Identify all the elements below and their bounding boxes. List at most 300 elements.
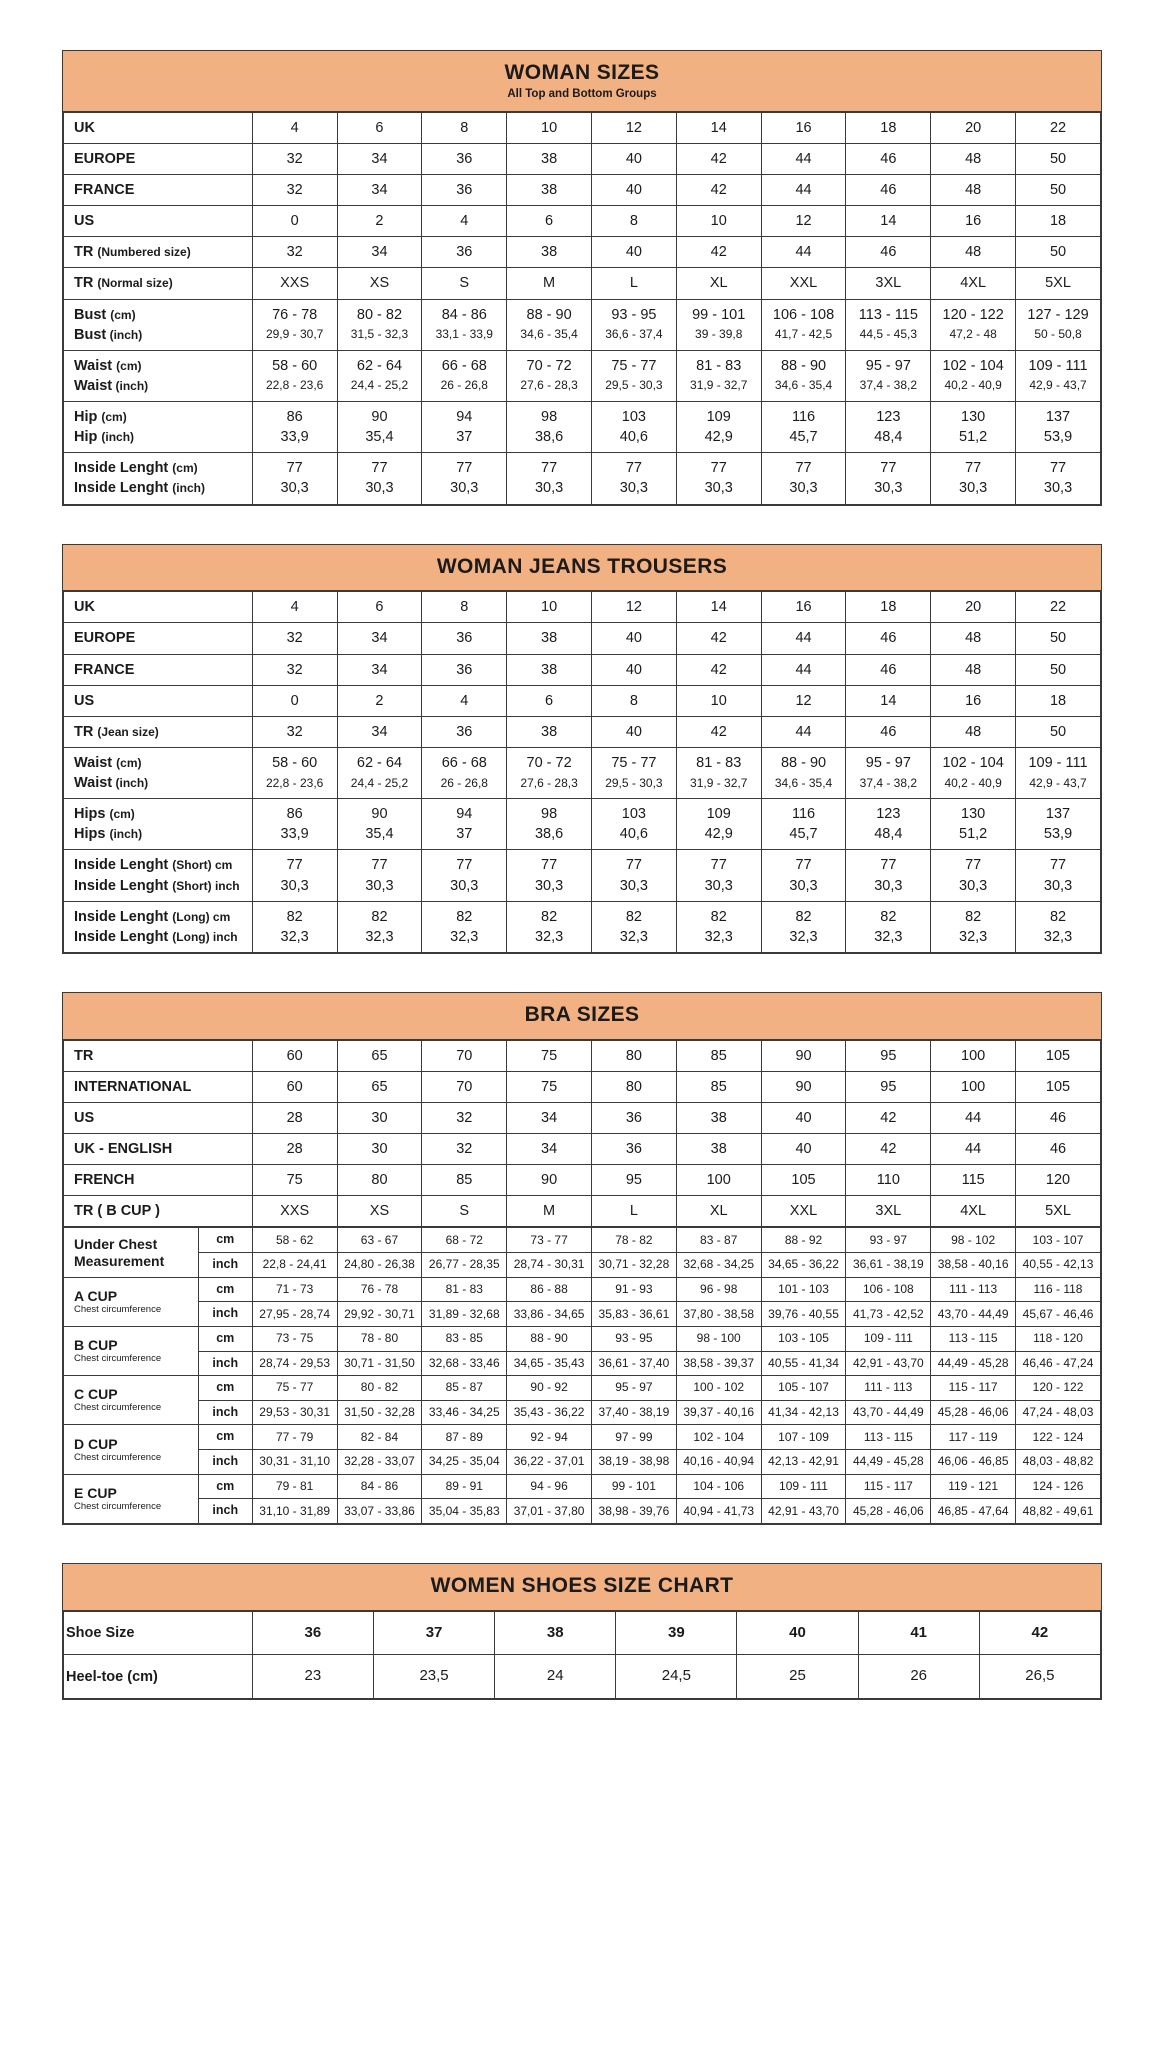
cell: 82 [761, 901, 846, 927]
cell: 70 [422, 1071, 507, 1102]
cell: 31,5 - 32,3 [337, 325, 422, 351]
table-row [64, 237, 1101, 268]
cell: 77 [1016, 850, 1101, 876]
cell: 30,3 [422, 478, 507, 504]
cell: 33,46 - 34,25 [422, 1400, 507, 1425]
table-row [64, 478, 1101, 504]
cell: 30,3 [507, 478, 592, 504]
row-label: UK [64, 592, 253, 623]
cell: 43,70 - 44,49 [846, 1400, 931, 1425]
cell: 23,5 [373, 1655, 494, 1699]
cell: 38 [676, 1102, 761, 1133]
cell: 81 - 83 [676, 747, 761, 773]
cell: 48 [931, 623, 1016, 654]
cell: 31,9 - 32,7 [676, 773, 761, 799]
cell: 78 - 82 [591, 1228, 676, 1253]
table-row [64, 175, 1101, 206]
cell: 103 - 107 [1016, 1228, 1101, 1253]
cell: 48 [931, 175, 1016, 206]
cell: 40 [591, 237, 676, 268]
woman-jeans-title-text: WOMAN JEANS TROUSERS [436, 554, 728, 578]
cell: 34 [337, 175, 422, 206]
cell: 98 [507, 799, 592, 825]
cell: 32,3 [507, 927, 592, 953]
table-row [64, 427, 1101, 453]
cell: 77 [846, 850, 931, 876]
cell: 24 [495, 1655, 616, 1699]
cell: 26 [858, 1655, 979, 1699]
cell: 77 - 79 [252, 1425, 337, 1450]
cell: 12 [591, 592, 676, 623]
cell: 98 - 100 [676, 1326, 761, 1351]
women-shoes-block [62, 1563, 1102, 1700]
table-row [64, 799, 1101, 825]
table-row [64, 1071, 1101, 1102]
cell: 39,37 - 40,16 [676, 1400, 761, 1425]
cell: 16 [761, 592, 846, 623]
cell: 29,5 - 30,3 [591, 773, 676, 799]
cell: 123 [846, 799, 931, 825]
cell: 40,55 - 41,34 [761, 1351, 846, 1376]
cell: 30,31 - 31,10 [252, 1450, 337, 1475]
row-label-unit: (inch) [109, 327, 143, 342]
cell: 48,4 [846, 427, 931, 453]
cell: 90 - 92 [507, 1376, 592, 1401]
cell: 50 - 50,8 [1016, 325, 1101, 351]
cell: 33,07 - 33,86 [337, 1499, 422, 1524]
cell: 4XL [931, 268, 1016, 299]
row-label-unit: (inch) [101, 430, 135, 445]
cell: XXL [761, 268, 846, 299]
row-label [64, 237, 253, 268]
cell: 10 [676, 206, 761, 237]
row-label-text: Inside Lenght [74, 460, 169, 477]
cell: 86 [252, 799, 337, 825]
row-label [64, 299, 253, 325]
row-label: FRENCH [64, 1165, 253, 1196]
row-label-unit: (cm) [110, 307, 136, 322]
table-row [64, 299, 1101, 325]
cell: 109 - 111 [761, 1474, 846, 1499]
cell: 2 [337, 206, 422, 237]
row-label: TR ( B CUP ) [64, 1196, 253, 1227]
row-label: US [64, 685, 253, 716]
cell: 34 [337, 143, 422, 174]
row-label [64, 824, 253, 850]
cell: 76 - 78 [252, 299, 337, 325]
cell: XXL [761, 1196, 846, 1227]
cell: 46 [1016, 1134, 1101, 1165]
row-label-text: A CUP [74, 1287, 118, 1304]
cell: 82 [676, 901, 761, 927]
cell: 48,82 - 49,61 [1016, 1499, 1101, 1524]
cell: 36 [422, 175, 507, 206]
cell: 109 [676, 402, 761, 428]
cell: S [422, 1196, 507, 1227]
cell: 116 [761, 799, 846, 825]
row-label-sub: Chest circumference [74, 1500, 162, 1512]
unit-cell: cm [198, 1376, 252, 1401]
cell: 46 [846, 175, 931, 206]
cell: 88 - 90 [761, 350, 846, 376]
cell: 4XL [931, 1196, 1016, 1227]
cell: 23 [252, 1655, 373, 1699]
table-row [64, 206, 1101, 237]
row-label-text: Bust [74, 306, 107, 323]
table-row [64, 1102, 1101, 1133]
cell: 58 - 62 [252, 1228, 337, 1253]
cell: 30,3 [337, 478, 422, 504]
table-row [64, 1134, 1101, 1165]
cell: 46 [846, 143, 931, 174]
cell: 53,9 [1016, 824, 1101, 850]
cell: 97 - 99 [591, 1425, 676, 1450]
cell: 32 [252, 175, 337, 206]
cell: 40 [737, 1611, 858, 1655]
cell: 123 [846, 402, 931, 428]
row-label-text: Inside Lenght [74, 877, 169, 894]
row-label [64, 747, 253, 773]
cell: 107 - 109 [761, 1425, 846, 1450]
cell: 100 [676, 1165, 761, 1196]
cell: 8 [591, 206, 676, 237]
cell: 105 - 107 [761, 1376, 846, 1401]
cell: 50 [1016, 175, 1101, 206]
row-label-text: B CUP [74, 1337, 118, 1354]
cell: 80 - 82 [337, 299, 422, 325]
cell: 44 [761, 143, 846, 174]
table-row [64, 592, 1101, 623]
cell: 12 [761, 685, 846, 716]
table-row [64, 1655, 1101, 1699]
cell: 77 [422, 453, 507, 479]
cell: 102 - 104 [931, 350, 1016, 376]
cell: 82 [1016, 901, 1101, 927]
table-row [64, 901, 1101, 927]
cell: 2 [337, 685, 422, 716]
cell: 32 [252, 143, 337, 174]
row-label-text: Waist [74, 377, 113, 394]
cell: 44 [761, 237, 846, 268]
cell: 18 [1016, 685, 1101, 716]
cell: 3XL [846, 268, 931, 299]
cell: 37 [422, 824, 507, 850]
cell: 50 [1016, 623, 1101, 654]
cell: 38,98 - 39,76 [591, 1499, 676, 1524]
cell: 30,3 [1016, 478, 1101, 504]
cell: 48 [931, 654, 1016, 685]
cell: 42 [676, 623, 761, 654]
cell: 82 [931, 901, 1016, 927]
cell: 50 [1016, 143, 1101, 174]
cell: 88 - 90 [507, 1326, 592, 1351]
woman-jeans-block [62, 544, 1102, 954]
cell: 30,3 [761, 478, 846, 504]
row-label-unit: (inch) [172, 481, 205, 496]
cell: 102 - 104 [931, 747, 1016, 773]
cell: 36 [591, 1102, 676, 1133]
cell: 82 [252, 901, 337, 927]
cell: 77 [507, 850, 592, 876]
cell: 35,4 [337, 427, 422, 453]
cell: 30,3 [337, 876, 422, 902]
cell: 45,28 - 46,06 [931, 1400, 1016, 1425]
cell: 88 - 92 [761, 1228, 846, 1253]
cell: 106 - 108 [761, 299, 846, 325]
cell: 31,89 - 32,68 [422, 1302, 507, 1327]
unit-cell: inch [198, 1400, 252, 1425]
cell: 48,4 [846, 824, 931, 850]
cell: 45,7 [761, 824, 846, 850]
cell: 38 [507, 654, 592, 685]
cell: 46,06 - 46,85 [931, 1450, 1016, 1475]
table-row [64, 1400, 1101, 1425]
cell: 45,7 [761, 427, 846, 453]
cell: 42,9 - 43,7 [1016, 773, 1101, 799]
cell: 38,6 [507, 427, 592, 453]
row-label-unit: (Long) cm [172, 909, 231, 924]
cell: 120 - 122 [1016, 1376, 1101, 1401]
cell: 82 [507, 901, 592, 927]
cell: 48 [931, 237, 1016, 268]
cell: 37,40 - 38,19 [591, 1400, 676, 1425]
cell: 33,1 - 33,9 [422, 325, 507, 351]
row-label [64, 1326, 199, 1375]
row-label: EUROPE [64, 623, 253, 654]
cell: 109 - 111 [1016, 350, 1101, 376]
cell: 93 - 95 [591, 1326, 676, 1351]
cell: 14 [846, 206, 931, 237]
cell: 104 - 106 [676, 1474, 761, 1499]
table-row [64, 850, 1101, 876]
cell: 33,86 - 34,65 [507, 1302, 592, 1327]
cell: XS [337, 1196, 422, 1227]
row-label-unit: (Long) inch [172, 929, 238, 944]
cell: 40 [761, 1102, 846, 1133]
cell: 25 [737, 1655, 858, 1699]
cell: 5XL [1016, 1196, 1101, 1227]
cell: 34 [337, 716, 422, 747]
cell: 130 [931, 402, 1016, 428]
cell: 101 - 103 [761, 1277, 846, 1302]
cell: 40 [591, 623, 676, 654]
cell: 32 [422, 1134, 507, 1165]
row-label-sub: Chest circumference [74, 1303, 162, 1315]
row-label: US [64, 1102, 253, 1133]
cell: 44 [761, 654, 846, 685]
cell: 32 [252, 716, 337, 747]
cell: 36,61 - 37,40 [591, 1351, 676, 1376]
table-row [64, 1499, 1101, 1524]
cell: 42,9 [676, 427, 761, 453]
cell: 82 [337, 901, 422, 927]
cell: 85 [676, 1040, 761, 1071]
cell: 46 [846, 716, 931, 747]
cell: 0 [252, 206, 337, 237]
cell: 38 [507, 175, 592, 206]
cell: 79 - 81 [252, 1474, 337, 1499]
cell: 18 [846, 592, 931, 623]
cell: 65 [337, 1071, 422, 1102]
row-label: INTERNATIONAL [64, 1071, 253, 1102]
row-label-text: D CUP [74, 1435, 118, 1452]
cell: 10 [676, 685, 761, 716]
cell: 40 [591, 143, 676, 174]
cell: 32,68 - 33,46 [422, 1351, 507, 1376]
table-row [64, 1196, 1101, 1227]
cell: 26,77 - 28,35 [422, 1253, 507, 1278]
bra-sizes-table [63, 1040, 1101, 1228]
row-label-unit: (Short) inch [172, 878, 240, 893]
cell: 37,80 - 38,58 [676, 1302, 761, 1327]
cell: 29,5 - 30,3 [591, 376, 676, 402]
cell: 36,61 - 38,19 [846, 1253, 931, 1278]
cell: 65 [337, 1040, 422, 1071]
cell: 32 [252, 623, 337, 654]
cell: 10 [507, 592, 592, 623]
cell: M [507, 268, 592, 299]
woman-jeans-table [63, 591, 1101, 953]
cell: 24,5 [616, 1655, 737, 1699]
cell: 30,3 [846, 876, 931, 902]
unit-cell: inch [198, 1351, 252, 1376]
cell: 45,28 - 46,06 [846, 1499, 931, 1524]
cell: 32,3 [846, 927, 931, 953]
table-row [64, 1277, 1101, 1302]
table-row [64, 685, 1101, 716]
cell: 80 - 82 [337, 1376, 422, 1401]
women-shoes-table [63, 1611, 1101, 1700]
table-row [64, 1474, 1101, 1499]
cell: 84 - 86 [422, 299, 507, 325]
cell: 38,58 - 40,16 [931, 1253, 1016, 1278]
cell: 89 - 91 [422, 1474, 507, 1499]
cell: 26,5 [979, 1655, 1100, 1699]
row-label-unit: (cm) [116, 358, 142, 373]
cell: 35,43 - 36,22 [507, 1400, 592, 1425]
cell: 86 - 88 [507, 1277, 592, 1302]
cell: 42,9 [676, 824, 761, 850]
cell: 85 [422, 1165, 507, 1196]
cell: 113 - 115 [846, 1425, 931, 1450]
cell: 119 - 121 [931, 1474, 1016, 1499]
cell: 94 - 96 [507, 1474, 592, 1499]
cell: 109 - 111 [1016, 747, 1101, 773]
cell: 116 [761, 402, 846, 428]
table-row [64, 1611, 1101, 1655]
row-label-text: TR [74, 723, 94, 740]
cell: 37,4 - 38,2 [846, 376, 931, 402]
cell: 40,2 - 40,9 [931, 773, 1016, 799]
cell: 42 [846, 1102, 931, 1133]
cell: 26 - 26,8 [422, 376, 507, 402]
woman-sizes-subtitle-text: All Top and Bottom Groups [507, 87, 657, 100]
cell: 77 [252, 453, 337, 479]
cell: 34,65 - 35,43 [507, 1351, 592, 1376]
cell: 36 [422, 143, 507, 174]
row-label-unit: (Normal size) [97, 276, 173, 291]
cell: 36 [252, 1611, 373, 1655]
row-label [64, 716, 253, 747]
cell: 96 - 98 [676, 1277, 761, 1302]
table-row [64, 876, 1101, 902]
cell: 38 [676, 1134, 761, 1165]
cell: 77 [507, 453, 592, 479]
cell: 46 [846, 654, 931, 685]
cell: 127 - 129 [1016, 299, 1101, 325]
cell: 20 [931, 112, 1016, 143]
cell: 30,3 [422, 876, 507, 902]
cell: 118 - 120 [1016, 1326, 1101, 1351]
cell: 32,3 [422, 927, 507, 953]
cell: 120 [1016, 1165, 1101, 1196]
table-row [64, 1326, 1101, 1351]
cell: 77 [252, 850, 337, 876]
cell: 4 [422, 685, 507, 716]
cell: 37 [422, 427, 507, 453]
row-label-text: Inside Lenght [74, 928, 169, 945]
row-label-text: Hips [74, 806, 106, 823]
cell: 32,3 [931, 927, 1016, 953]
cell: 77 [676, 850, 761, 876]
row-label [64, 376, 253, 402]
bra-sizes-title [63, 993, 1101, 1040]
row-label-text: Waist [74, 754, 113, 771]
cell: 80 [337, 1165, 422, 1196]
row-label [64, 402, 253, 428]
row-label [64, 478, 253, 504]
row-label-text: Waist [74, 775, 113, 792]
cell: 43,70 - 44,49 [931, 1302, 1016, 1327]
cell: 32 [252, 654, 337, 685]
cell: 22,8 - 24,41 [252, 1253, 337, 1278]
cell: 95 - 97 [846, 350, 931, 376]
cell: 95 - 97 [591, 1376, 676, 1401]
cell: 28 [252, 1134, 337, 1165]
row-label-text: Inside Lenght [74, 908, 169, 925]
cell: 60 [252, 1071, 337, 1102]
cell: 46 [1016, 1102, 1101, 1133]
cell: 100 [931, 1071, 1016, 1102]
cell: 84 - 86 [337, 1474, 422, 1499]
cell: 30,3 [676, 478, 761, 504]
cell: 99 - 101 [676, 299, 761, 325]
row-label-sub: Chest circumference [74, 1402, 162, 1414]
cell: 75 [507, 1040, 592, 1071]
cell: 47,2 - 48 [931, 325, 1016, 351]
cell: 103 [591, 402, 676, 428]
cell: 6 [337, 592, 422, 623]
cell: 44 [931, 1102, 1016, 1133]
row-label-unit: (Jean size) [97, 724, 159, 739]
row-label-text2: Measurement [74, 1252, 165, 1269]
cell: XL [676, 1196, 761, 1227]
cell: 42 [676, 175, 761, 206]
row-label [64, 1474, 199, 1523]
cell: 113 - 115 [931, 1326, 1016, 1351]
cell: 62 - 64 [337, 747, 422, 773]
cell: 77 [337, 453, 422, 479]
row-label: Shoe Size [64, 1611, 253, 1655]
cell: M [507, 1196, 592, 1227]
cell: 66 - 68 [422, 747, 507, 773]
cell: 90 [337, 799, 422, 825]
cell: 83 - 87 [676, 1228, 761, 1253]
cell: 48 [931, 143, 1016, 174]
cell: 16 [931, 685, 1016, 716]
cell: 34 [507, 1134, 592, 1165]
table-row [64, 1376, 1101, 1401]
